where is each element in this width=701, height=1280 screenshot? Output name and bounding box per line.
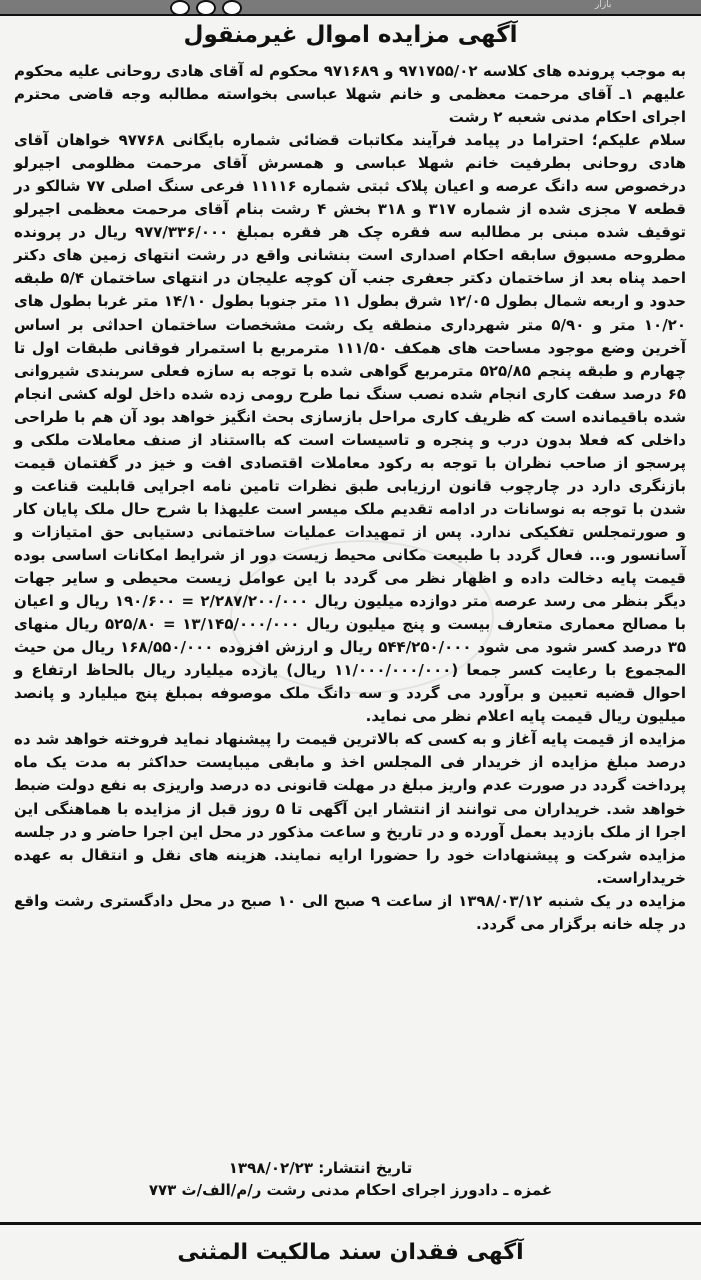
seal-icon	[196, 0, 216, 16]
notice-title: آگهی مزایده اموال غیرمنقول	[183, 22, 518, 48]
seal-icon	[170, 0, 190, 16]
notice-paragraph: مزایده در یک شنبه ۱۳۹۸/۰۳/۱۲ از ساعت ۹ صبح الی ۱۰ صبح در محل دادگستری رشت واقع در چله خانه برگزار می گردد.	[14, 891, 686, 933]
strip-text: بازار	[595, 0, 612, 10]
notice-paragraph: مزایده از قیمت پایه آغاز و به کسی که بالاترین قیمت را پیشنهاد نماید فروخته خواهد شد ده درصد مبلغ مزایده از خریدار فی المجلس اخذ و مابقی میبایست حداکثر به مدت یک ماه پرداخت گردد در صورت عدم واریز مبلغ در مهلت قانونی ده درصد واریزی به نفع دولت ضبط خواهد شد. خریداران می توانند از انتشار این آگهی تا ۵ روز قبل از مزایده با هماهنگی این اجرا از ملک بازدید بعمل آورده و در تاریخ و ساعت مذکور در محل این اجرا حاضر و در جلسه مزایده شرکت و پیشنهادات خود را حضورا ارایه نمایند. هزینه های نقل و انتقال به عهده خریداراست.	[14, 730, 686, 887]
notice-body	[14, 60, 686, 936]
next-notice-title: آگهی فقدان سند مالکیت المثنی	[177, 1240, 524, 1265]
publish-date: تاریخ انتشار: ۱۳۹۸/۰۲/۲۳	[228, 1159, 413, 1177]
notice-paragraph: سلام علیکم؛ احتراما در پیامد فرآیند مکاتبات قضائی شماره بایگانی ۹۷۷۶۸ خواهان آقای هادی روحانی بطرفیت خانم شهلا عباسی و همسرش آقای مرحمت مظلومی اجیرلو درخصوص سه دانگ عرصه و اعیان پلاک ثبتی شماره ۱۱۱۱۶ فرعی سنگ اصلی ۷۷ شالکو در قطعه ۷ مجزی شده از شماره ۳۱۷ و ۳۱۸ بخش ۴ رشت بنام آقای مرحمت معظمی اجیرلو توقیف شده مبنی بر مطالبه سه فقره چک هر فقره بمبلغ ۹۷۷/۳۳۶/۰۰۰ ریال در پرونده مطروحه مسبوق سابقه احکام اصداری است بنشانی واقع در رشت انتهای زمین های دکتر احمد پناه بعد از ساختمان دکتر جعفری جنب آن کوچه علیجان در انتهای ساختمان ۵/۴ طبقه حدود و اربعه شمال بطول ۱۲/۰۵ شرق بطول ۱۱ متر جنوبا بطول ۱۴/۱۰ متر غربا بطول های ۱۰/۲۰ متر و ۵/۹۰ متر شهرداری منطقه یک رشت مشخصات ساختمان احداثی بر اساس آخرین وضع موجود مساحت های همکف ۱۱۱/۵۰ مترمربع با استمرار فوقانی طبقات اول تا چهارم و طبقه پنجم ۵۲۵/۸۵ مترمربع گواهی شده با توجه به سازه فعلی سربندی شیروانی ۶۵ درصد سفت کاری انجام شده نصب سنگ نما طرح رومی زده شده داخل لوله کشی انجام شده باقیمانده است که ظریف کاری مراحل بازسازی بحث انگیز خواهد بود آن هم با طراحی داخلی که فعلا بدون درب و پنجره و تاسیسات است که بااستناد از صنف معاملات ملکی و پرسجو از صاحب نظران با توجه به رکود معاملات اقتصادی افت و خیز در گفتمان قیمت بازنگری دارد در چارچوب قانون ارزیابی طبق نظرات تامین نامه اجرایی قابلیت قناعت و شدن با توجه به نوسانات در ادامه تقدیم ملک میسر است علیهذا با شرح حال ملک پایان کار و صورتمجلس تفکیکی ندارد. پس از تمهیدات عملیات ساختمانی دستیابی حق امتیازات و آسانسور و... فعال گردد با طبیعت مکانی محیط زیست دور از شرایط امکانات اساسی بوده قیمت پایه دخالت داده و اظهار نظر می گردد با این عوامل زیست محیطی و سایر جهات دیگر بنظر می رسد عرصه متر دوازده میلیون ریال ۲/۲۸۷/۲۰۰/۰۰۰ = ۱۹۰/۶۰۰ ریال و اعیان با مصالح معماری متعارف بیست و پنج میلیون ریال ۱۳/۱۴۵/۰۰۰/۰۰۰ = ۵۲۵/۸۰ ریال منهای ۳۵ درصد کسر شود می شود ۵۴۴/۲۵۰/۰۰۰ ریال و ارزش افزوده ۱۶۸/۵۵۰/۰۰۰ ریال من حیث المجموع با رعایت کسر جمعا (۱۱/۰۰۰/۰۰۰/۰۰۰ ریال) یازده میلیارد ریال بالحاظ ارتفاع و احوال قضیه تعیین و برآورد می گردد و سه دانگ ملک موصوفه بمبلغ پنج میلیارد و پانصد میلیون ریال قیمت پایه اعلام نظر می نماید.	[14, 131, 687, 726]
previous-notice-strip	[0, 0, 701, 16]
separator-line	[0, 1222, 701, 1225]
notice-paragraph: به موجب پرونده های کلاسه ۹۷۱۷۵۵/۰۲ و ۹۷۱۶۸۹ محکوم له آقای هادی روحانی علیه محکوم علیهم ۱ـ آقای مرحمت معظمی و خانم شهلا عباسی بخواسته مطالبه وجه قاضی محترم اجرای احکام مدنی شعبه ۲ رشت	[14, 62, 686, 127]
notice-footer	[0, 1157, 701, 1201]
signature-line: غمزه ـ دادورز اجرای احکام مدنی رشت ر/م/الف/ث ۷۷۳	[148, 1181, 553, 1199]
seal-icon	[222, 0, 242, 16]
